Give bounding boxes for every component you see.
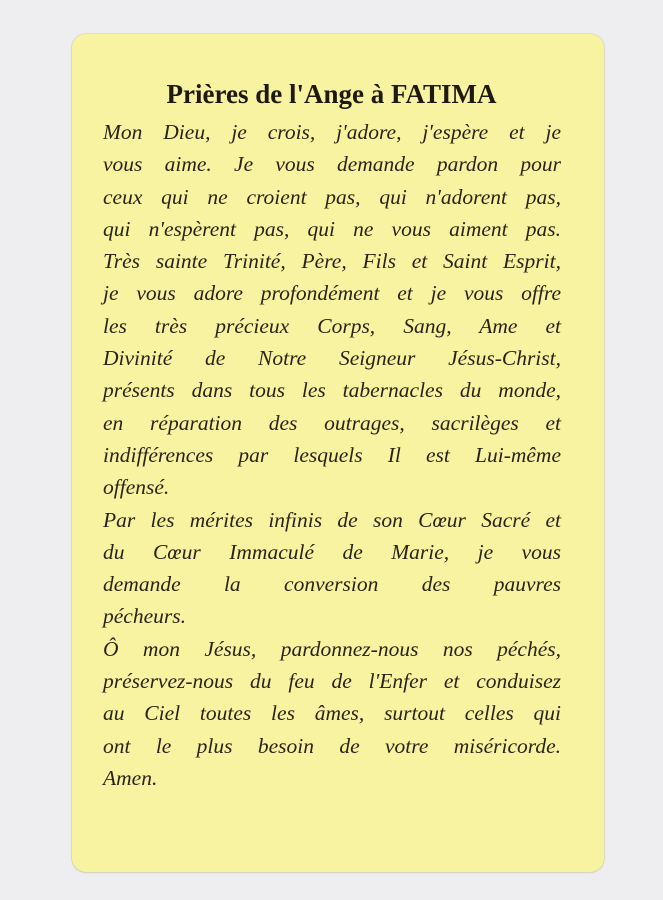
prayer-paragraph-2 [103, 504, 561, 633]
prayer-line: offensé. [103, 475, 170, 500]
prayer-line: ont le plus besoin de votre miséricorde. [103, 733, 561, 758]
prayer-line: pécheurs. [103, 604, 186, 629]
prayer-line: ceux qui ne croient pas, qui n'adorent pas, [103, 184, 561, 209]
prayer-line: au Ciel toutes les âmes, surtout celles qui [103, 701, 561, 726]
prayer-line: préservez-nous du feu de l'Enfer et conduisez [103, 669, 561, 694]
prayer-line: Très sainte Trinité, Père, Fils et Saint Esprit, [103, 249, 561, 274]
prayer-line: qui n'espèrent pas, qui ne vous aiment pas. [103, 216, 561, 241]
card-title: Prières de l'Ange à FATIMA [166, 79, 497, 109]
prayer-line: Ô mon Jésus, pardonnez-nous nos péchés, [103, 636, 561, 661]
prayer-line: Amen. [103, 765, 158, 790]
prayer-line: en réparation des outrages, sacrilèges et [103, 410, 561, 435]
prayer-paragraph-1 [103, 116, 561, 504]
prayer-line: Par les mérites infinis de son Cœur Sacré et [103, 507, 561, 532]
prayer-text [103, 116, 561, 794]
prayer-line: indifférences par lesquels Il est Lui-même [103, 442, 561, 467]
prayer-line: présents dans tous les tabernacles du monde, [103, 378, 561, 403]
prayer-line: du Cœur Immaculé de Marie, je vous [103, 539, 561, 564]
prayer-line: vous aime. Je vous demande pardon pour [103, 152, 561, 177]
prayer-line: je vous adore profondément et je vous offre [103, 281, 561, 306]
prayer-line: Divinité de Notre Seigneur Jésus-Christ, [103, 346, 561, 371]
prayer-line: demande la conversion des pauvres [103, 572, 561, 597]
prayer-line: Mon Dieu, je crois, j'adore, j'espère et je [103, 120, 561, 144]
prayer-line: les très précieux Corps, Sang, Ame et [103, 313, 561, 338]
prayer-paragraph-3 [103, 633, 561, 794]
